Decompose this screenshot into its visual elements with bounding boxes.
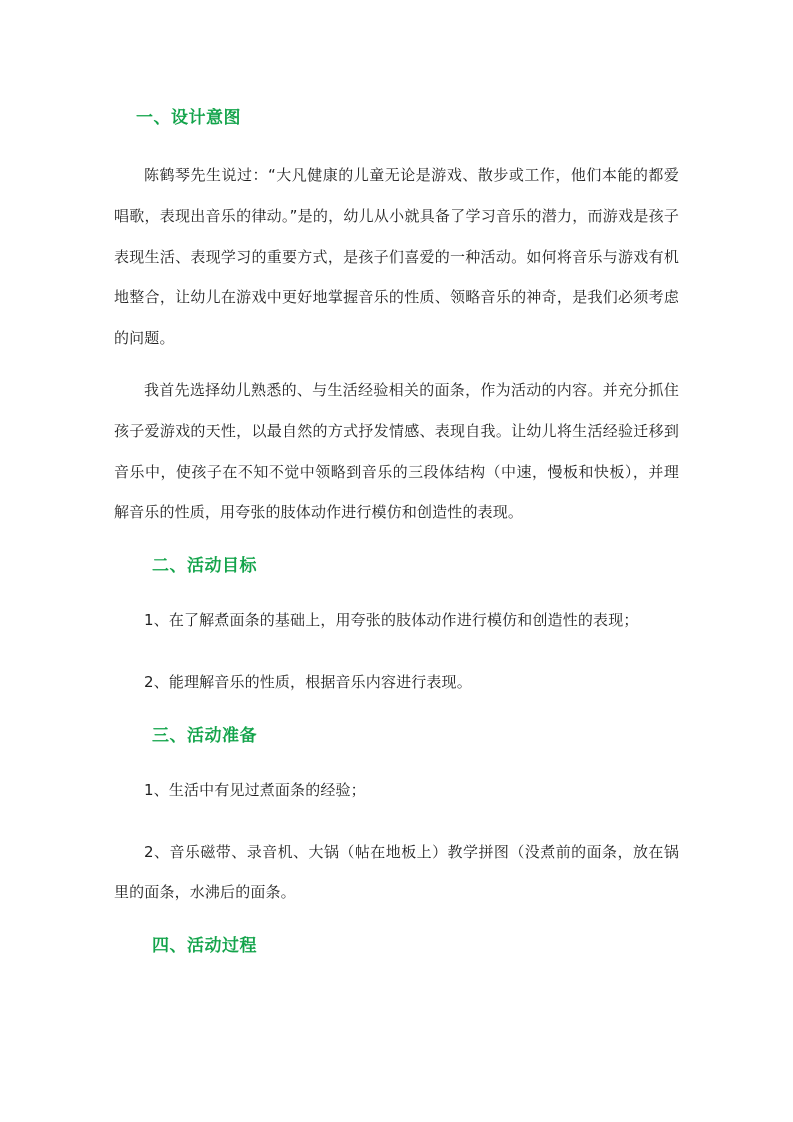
section-heading-activity-goals: 二、活动目标 xyxy=(152,556,257,577)
section-heading-activity-preparation: 三、活动准备 xyxy=(152,725,257,746)
section-heading-activity-process: 四、活动过程 xyxy=(152,936,257,957)
paragraph-design-intent-2: 我首先选择幼儿熟悉的、与生活经验相关的面条，作为活动的内容。并充分抓住孩子爱游戏的天性，以最自然的方式抒发情感、表现自我。让幼儿将生活经验迁移到音乐中，使孩子在不知不觉中领略到音乐的三段体结构（中速，慢板和快板），并理解音乐的性质，用夸张的肢体动作进行模仿和创造性的表现。 xyxy=(114,380,679,522)
goal-item-1: 1、在了解煮面条的基础上，用夸张的肢体动作进行模仿和创造性的表现； xyxy=(144,611,639,630)
preparation-item-1: 1、生活中有见过煮面条的经验； xyxy=(144,780,366,799)
goal-item-2: 2、能理解音乐的性质，根据音乐内容进行表现。 xyxy=(144,672,472,691)
paragraph-design-intent-1: 陈鹤琴先生说过：“大凡健康的儿童无论是游戏、散步或工作，他们本能的都爱唱歌，表现出音乐的律动。”是的，幼儿从小就具备了学习音乐的潜力，而游戏是孩子表现生活、表现学习的重要方式，是孩子们喜爱的一种活动。如何将音乐与游戏有机地整合，让幼儿在游戏中更好地掌握音乐的性质、领略音乐的神奇，是我们必须考虑的问题。 xyxy=(114,166,679,348)
document-content xyxy=(114,97,679,967)
section-heading-design-intent: 一、设计意图 xyxy=(136,108,241,128)
preparation-item-2: 2、音乐磁带、录音机、大锅（帖在地板上）教学拼图（没煮前的面条，放在锅里的面条，水沸后的面条。 xyxy=(114,842,679,902)
